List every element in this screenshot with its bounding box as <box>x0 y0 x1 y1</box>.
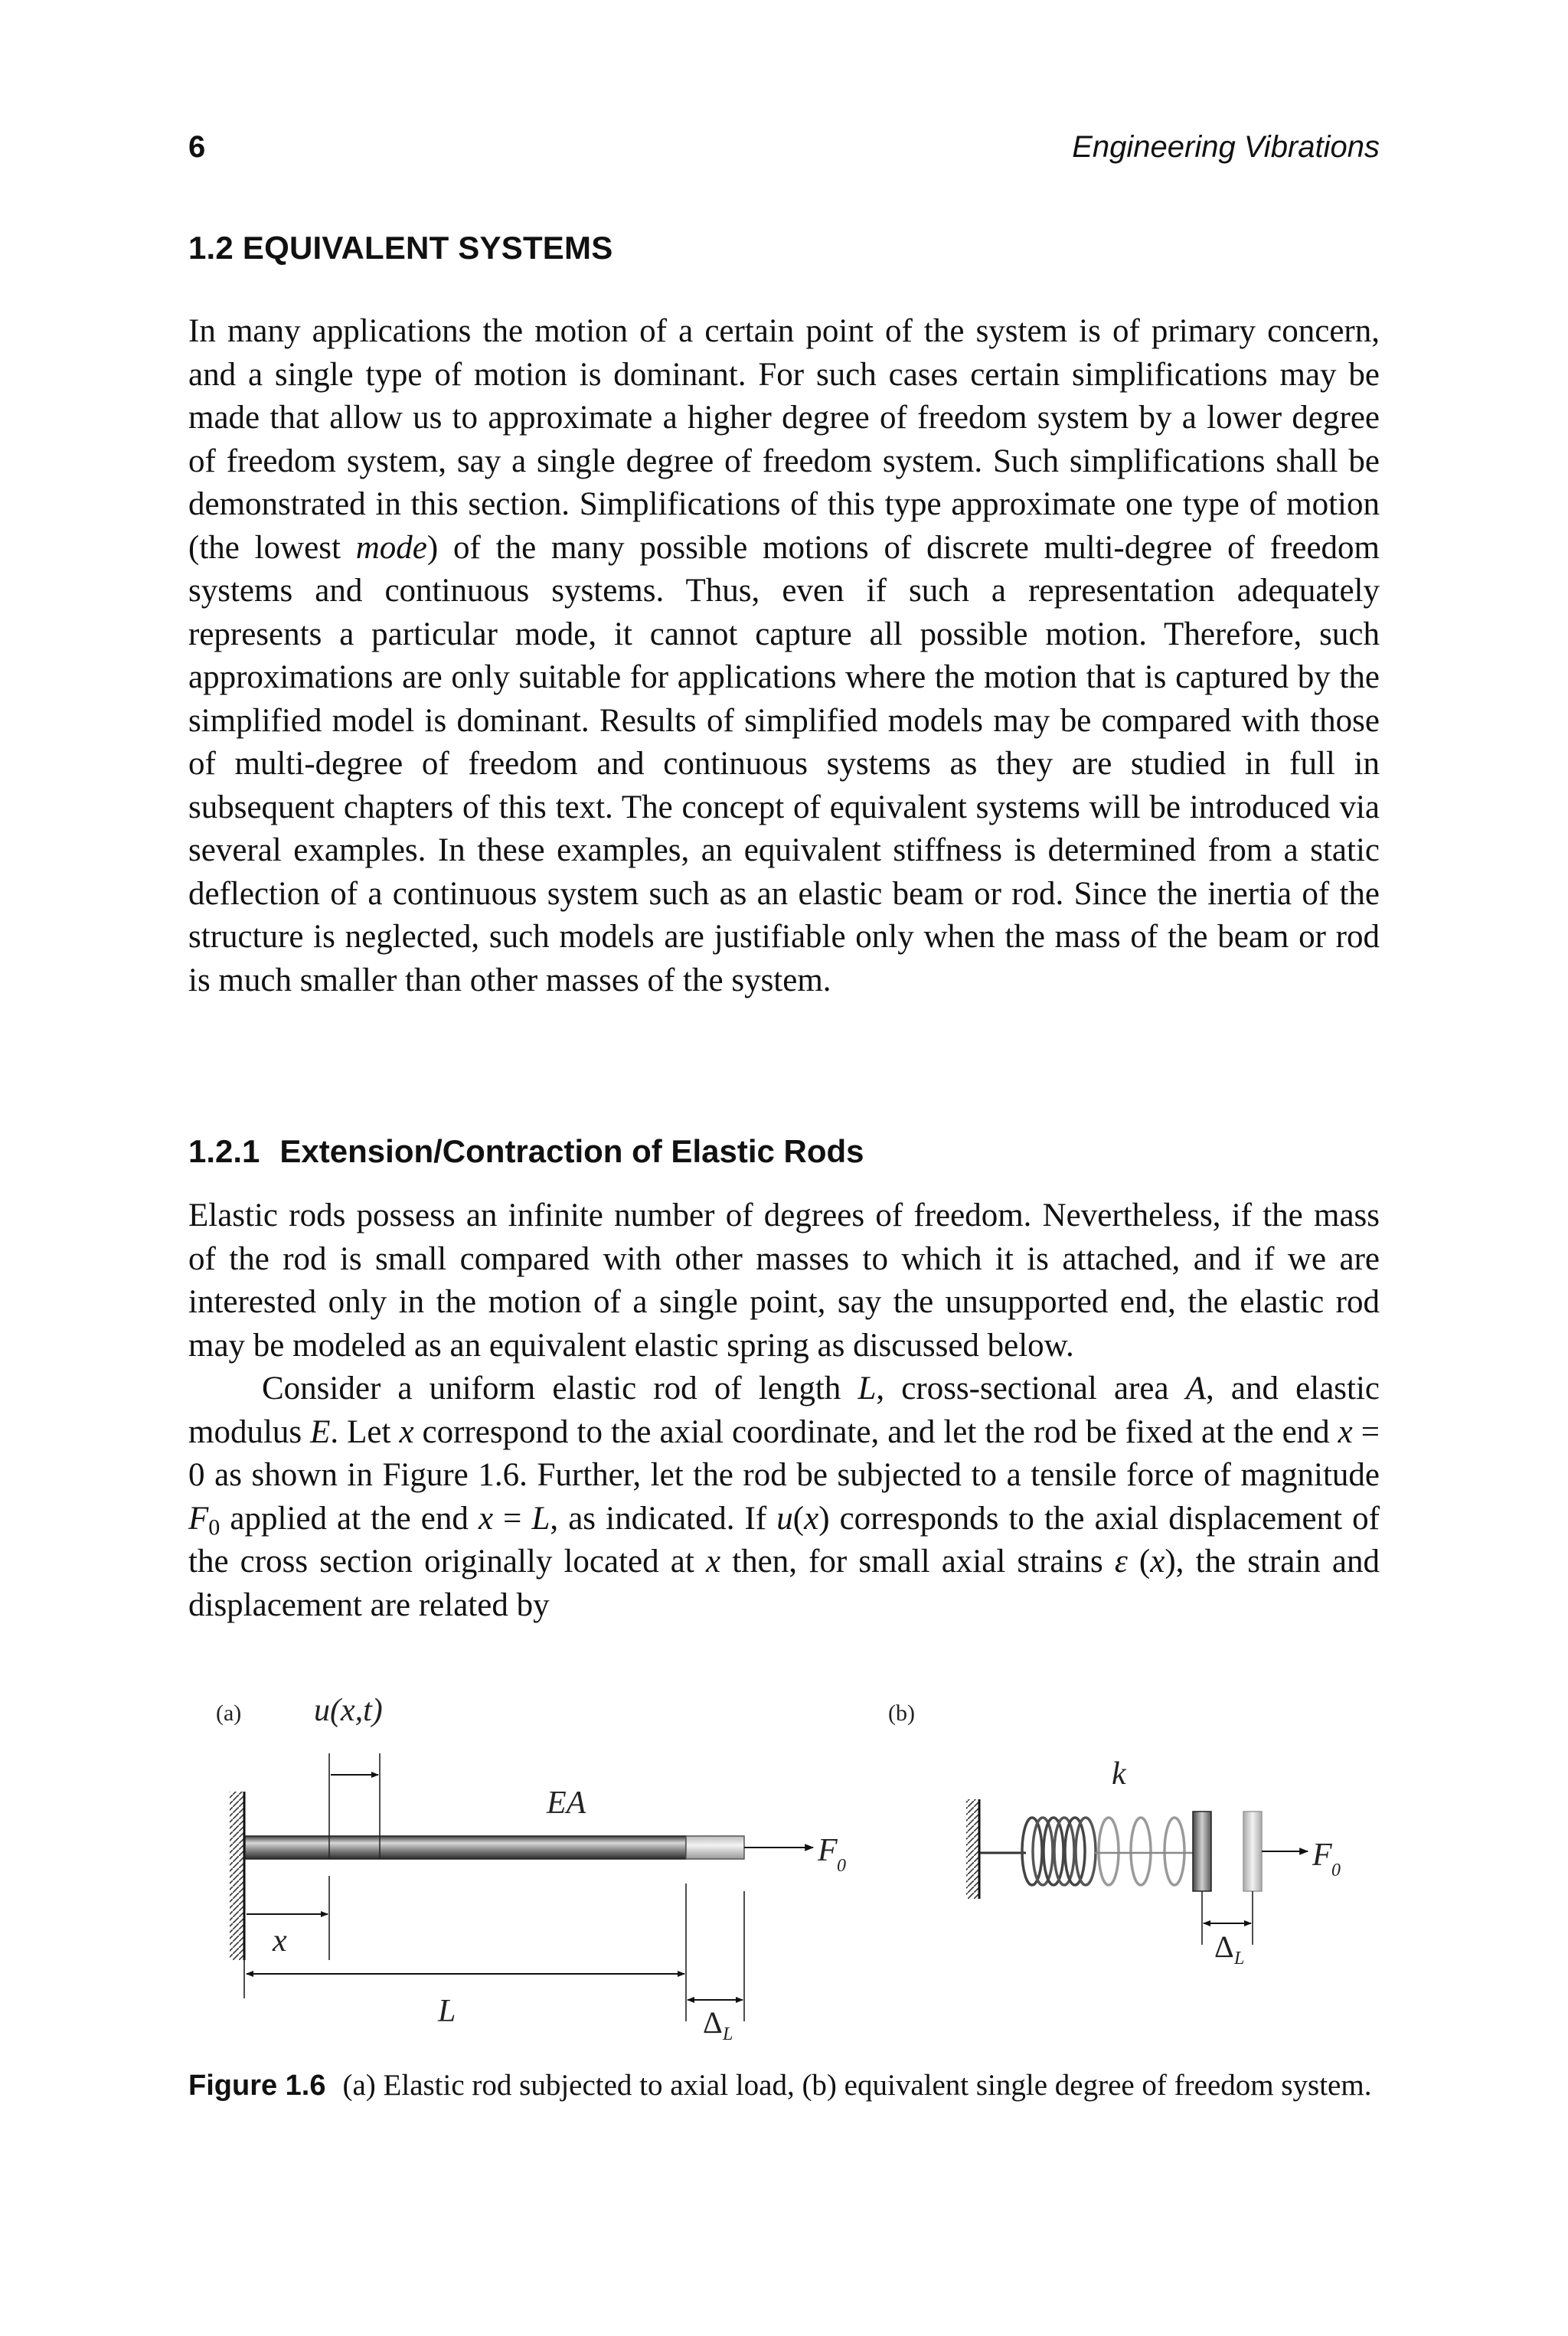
svg-text:L: L <box>1234 1949 1245 1968</box>
elastic-rod <box>245 1836 686 1859</box>
var-x: x <box>399 1413 414 1450</box>
section-intro-paragraph <box>188 310 1380 1002</box>
var-E: E <box>310 1413 331 1450</box>
svg-text:Δ: Δ <box>703 2005 723 2040</box>
subsection-heading <box>188 1133 864 1170</box>
spring <box>1022 1818 1184 1885</box>
svg-text:0: 0 <box>837 1856 846 1876</box>
section-number: 1.2 <box>188 230 234 266</box>
figure-caption-label: Figure 1.6 <box>188 2070 326 2102</box>
elongation-label-a <box>703 2005 733 2044</box>
svg-text:L: L <box>723 2024 733 2044</box>
fixed-wall-hatching-b <box>966 1799 978 1899</box>
subsection-number: 1.2.1 <box>188 1133 260 1169</box>
fixed-wall-hatching <box>230 1792 243 1960</box>
var-L: L <box>531 1500 550 1537</box>
rod-extension <box>686 1836 744 1859</box>
var-x: x <box>705 1544 721 1580</box>
subsection-title: Extension/Contraction of Elastic Rods <box>279 1133 864 1169</box>
var-epsilon: ε <box>1114 1544 1128 1580</box>
rods-paragraph-1: Elastic rods possess an infinite number of degrees of freedom. Nevertheless, if the mass of the rod is small compared with other masses to which it is attached, and if we are interested only in the motion of a single point, say the unsupported end, the elastic rod may be modeled as an equivalent elastic spring as discussed below. <box>188 1197 1380 1364</box>
running-head <box>188 130 1380 176</box>
page-number: 6 <box>188 130 206 164</box>
var-A: A <box>1185 1371 1206 1407</box>
panel-a-label: (a) <box>216 1701 242 1726</box>
displacement-label <box>314 1693 383 1728</box>
applied-force-label-b <box>1312 1838 1341 1880</box>
var-u: u <box>776 1500 793 1537</box>
svg-text:F: F <box>1312 1838 1332 1873</box>
var-x: x <box>478 1500 494 1537</box>
section-heading <box>188 230 612 266</box>
intro-text-part-1: In many applications the motion of a certain point of the system is of primary concern, and a single type of motion is dominant. For such cases certain simplifications may be made that allow us to approximate a higher degree of freedom system by a lower degree of freedom system, say a single degree of freedom system. Such simplifications shall be demonstrated in this section. Simplifications of this type approximate one type of motion (the lowest <box>188 313 1380 566</box>
svg-text:F: F <box>818 1833 838 1868</box>
figure-caption-text: (a) Elastic rod subjected to axial load, (b) equivalent single degree of freedom system. <box>342 2069 1372 2102</box>
figure-1-6 <box>0 1669 1568 2044</box>
applied-force-label <box>817 1833 846 1876</box>
intro-text-part-2: ) of the many possible motions of discrete multi-degree of freedom systems and continuous systems. Thus, even if such a representation adequately represents a particular mode, it cannot capture all possible motion. Therefore, such approximations are only suitable for applications where the motion that is captured by the simplified model is dominant. Results of simplified models may be compared with those of multi-degree of freedom and continuous systems as they are studied in full in subsequent chapters of this text. The concept of equivalent systems will be introduced via several examples. In these examples, an equivalent stiffness is determined from a static deflection of a continuous system such as an elastic beam or rod. Since the inertia of the structure is neglected, such models are justifiable only when the mass of the beam or rod is much smaller than other masses of the system. <box>188 529 1380 998</box>
figure-caption <box>188 2067 1380 2104</box>
svg-text:Δ: Δ <box>1214 1929 1234 1964</box>
intro-emphasis-mode: mode <box>355 529 427 566</box>
var-x: x <box>1338 1413 1353 1450</box>
spring-stiffness-label: k <box>1112 1756 1126 1792</box>
rods-paragraph-2: Consider a uniform elastic rod of length L, cross-sectional area A, and elastic modulus E. Let x correspond to the axial coordinate, and let the rod be fixed at the end x = 0 as shown in Figure 1.6. Further, let the rod be subjected to a tensile force of magnitude $F_0$ applied at the end x = L, as indicated. If u(x) corresponds to the axial displacement of the cross section originally located at x then, for small axial strains ε (x), the strain and displacement are related by <box>188 1371 1380 1623</box>
coordinate-label: x <box>273 1923 287 1959</box>
book-title: Engineering Vibrations <box>1072 130 1380 164</box>
elongation-label-b <box>1214 1929 1244 1968</box>
section-title: EQUIVALENT SYSTEMS <box>242 230 613 266</box>
rod-property-label: EA <box>547 1785 586 1821</box>
svg-text:0: 0 <box>1331 1861 1341 1880</box>
var-F0: F <box>188 1500 209 1537</box>
svg-text:u(x,t): u(x,t) <box>314 1693 383 1728</box>
panel-b-label: (b) <box>888 1701 915 1726</box>
length-label: L <box>438 1994 456 2029</box>
displaced-end-plate <box>1243 1812 1262 1891</box>
end-plate <box>1193 1812 1211 1891</box>
var-L: L <box>858 1371 877 1407</box>
